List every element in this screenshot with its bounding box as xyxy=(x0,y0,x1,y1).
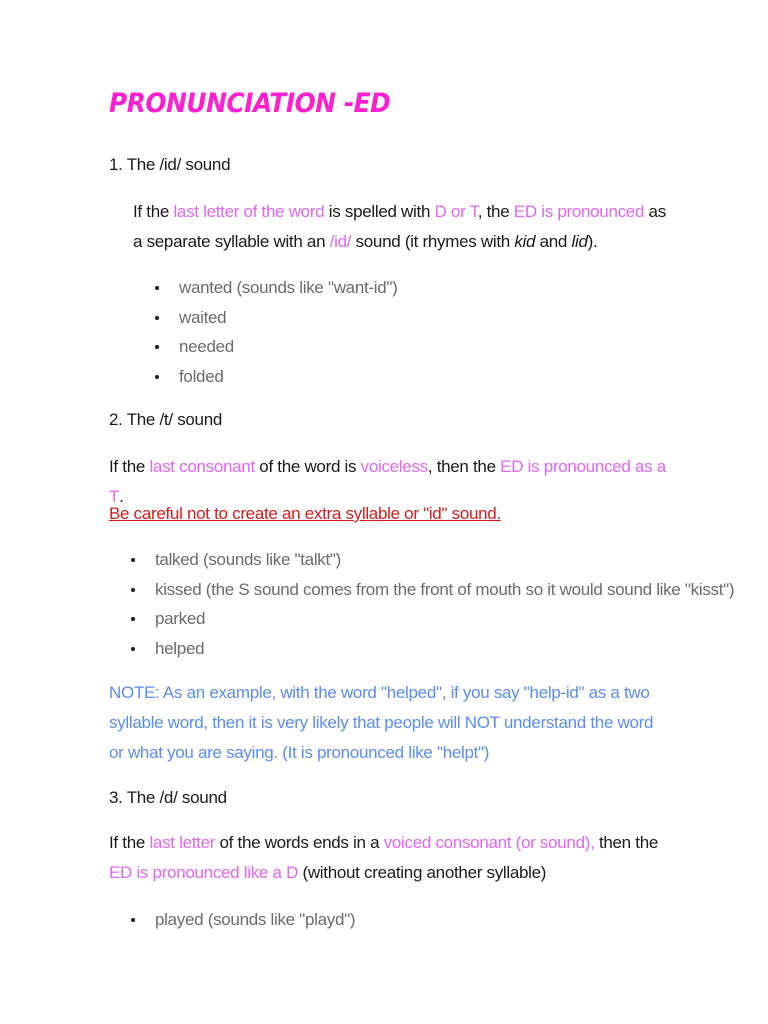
list-item: played (sounds like "playd") xyxy=(131,905,355,935)
list-item: helped xyxy=(131,634,734,664)
section3-paragraph: If the last letter of the words ends in a voiced consonant (or sound), then the ED is pronounced like a D (without creating another syllable) xyxy=(109,833,658,882)
list-item: parked xyxy=(131,604,734,634)
list-item: folded xyxy=(155,362,398,392)
section3-heading: 3. The /d/ sound xyxy=(109,788,227,807)
note-text: NOTE: As an example, with the word "helped", if you say "help-id" as a two syllable word, then it is very likely that people will NOT understand the word or what you are saying. (It is pronounced like "helpt") xyxy=(109,683,654,762)
section2-list xyxy=(131,545,734,663)
page-title: PRONUNCIATION -ED xyxy=(109,88,391,119)
section1-heading: 1. The /id/ sound xyxy=(109,155,231,174)
section1-list xyxy=(155,273,398,391)
section2-heading: 2. The /t/ sound xyxy=(109,410,223,429)
section3-list xyxy=(131,905,355,935)
section2-paragraph: If the last consonant of the word is voiceless, then the ED is pronounced as a T. xyxy=(109,457,666,506)
list-item: talked (sounds like "talkt") xyxy=(131,545,734,575)
list-item: wanted (sounds like "want-id") xyxy=(155,273,398,303)
list-item: kissed (the S sound comes from the front of mouth so it would sound like "kisst") xyxy=(131,575,734,605)
list-item: waited xyxy=(155,303,398,333)
warning-text: Be careful not to create an extra syllable or "id" sound. xyxy=(109,504,501,523)
list-item: needed xyxy=(155,332,398,362)
section1-paragraph: If the last letter of the word is spelled with D or T, the ED is pronounced as a separate syllable with an /id/ sound (it rhymes with kid and lid). xyxy=(133,202,666,251)
